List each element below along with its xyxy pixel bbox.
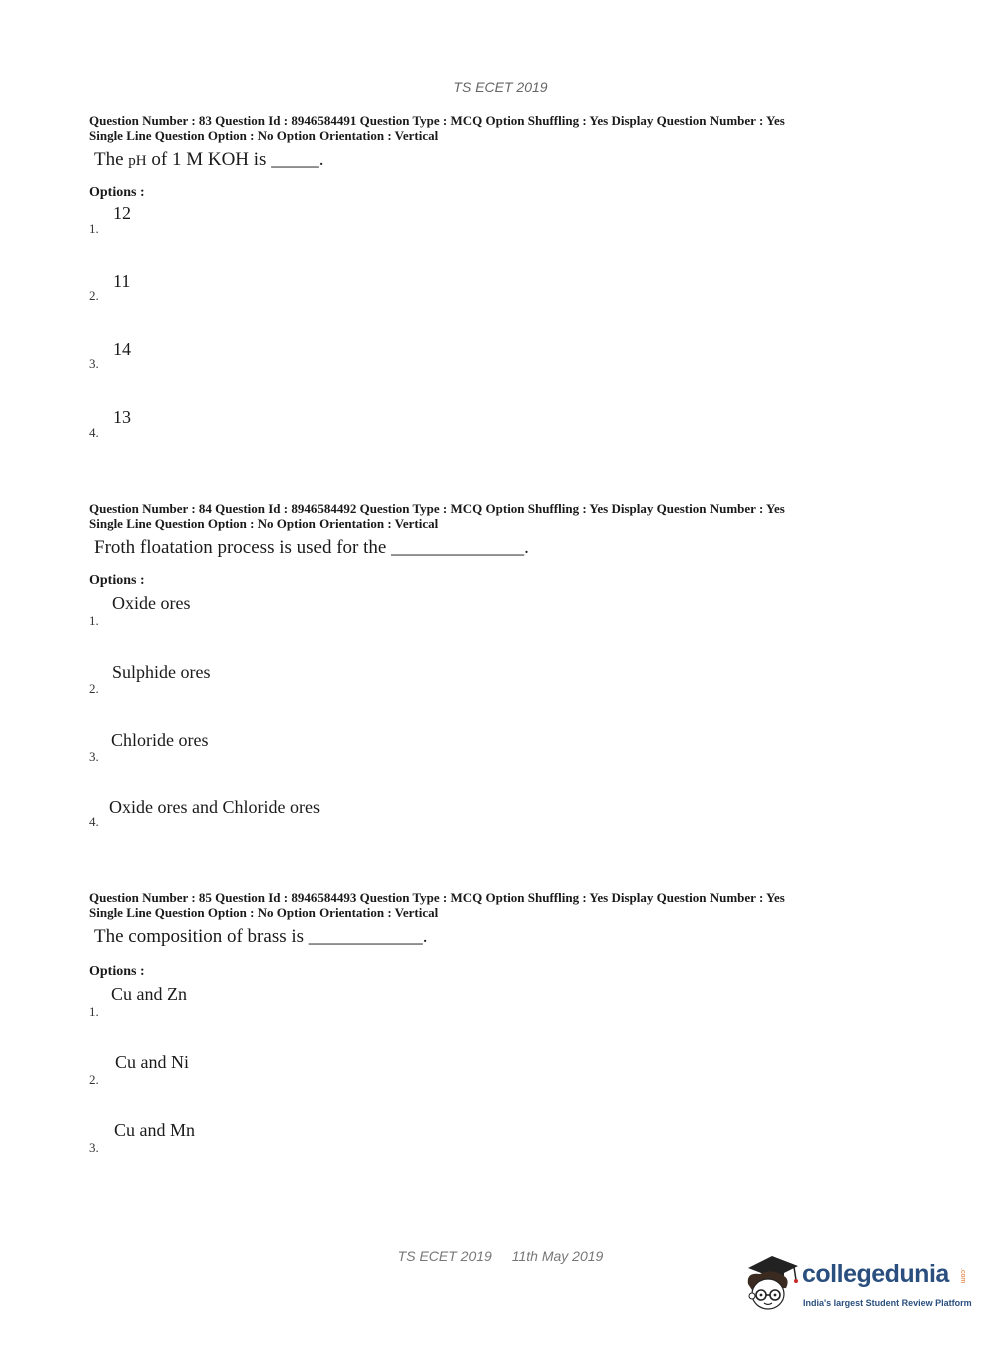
question-stem: Froth floatation process is used for the ______________. xyxy=(94,537,529,558)
question-stem: The composition of brass is ____________. xyxy=(94,926,428,947)
option-2: 2. 11 xyxy=(89,271,131,303)
option-1: 1. Oxide ores xyxy=(89,593,191,628)
collegedunia-logo xyxy=(742,1250,972,1320)
question-meta-line-1: Question Number : 84 Question Id : 8946584492 Question Type : MCQ Option Shuffling : Yes Display Question Number : Yes xyxy=(89,501,785,516)
options-label: Options : xyxy=(89,185,145,200)
question-meta-line-2: Single Line Question Option : No Option Orientation : Vertical xyxy=(89,905,439,920)
question-83 xyxy=(89,113,909,475)
question-meta-line-2: Single Line Question Option : No Option Orientation : Vertical xyxy=(89,128,439,143)
option-2: 2. Cu and Ni xyxy=(89,1052,189,1087)
logo-wordmark: collegedunia xyxy=(802,1260,949,1288)
footer-date: 11th May 2019 xyxy=(511,1248,604,1264)
option-3: 3. 14 xyxy=(89,339,131,371)
question-meta-line-2: Single Line Question Option : No Option Orientation : Vertical xyxy=(89,516,439,531)
question-meta-line-1: Question Number : 83 Question Id : 8946584491 Question Type : MCQ Option Shuffling : Yes Display Question Number : Yes xyxy=(89,113,785,128)
option-4: 4. 13 xyxy=(89,407,131,440)
logo-dotcom: .com xyxy=(959,1268,966,1284)
question-stem: The pH of 1 M KOH is _____. xyxy=(94,149,324,170)
option-3: 3. Chloride ores xyxy=(89,730,209,764)
question-85 xyxy=(89,890,909,1188)
logo-tagline: India's largest Student Review Platform xyxy=(803,1298,972,1308)
page-header: TS ECET 2019 xyxy=(453,79,548,95)
option-2: 2. Sulphide ores xyxy=(89,662,211,696)
option-1: 1. Cu and Zn xyxy=(89,984,187,1019)
ph-symbol: pH xyxy=(128,153,147,169)
options-label: Options : xyxy=(89,573,145,588)
option-4: 4. Oxide ores and Chloride ores xyxy=(89,797,320,829)
options-label: Options : xyxy=(89,964,145,979)
student-mascot-icon xyxy=(742,1250,802,1320)
footer-exam: TS ECET 2019 xyxy=(397,1248,492,1264)
question-meta-line-1: Question Number : 85 Question Id : 8946584493 Question Type : MCQ Option Shuffling : Yes Display Question Number : Yes xyxy=(89,890,785,905)
option-1: 1. 12 xyxy=(89,203,131,236)
option-3: 3. Cu and Mn xyxy=(89,1120,195,1155)
question-84 xyxy=(89,501,909,865)
